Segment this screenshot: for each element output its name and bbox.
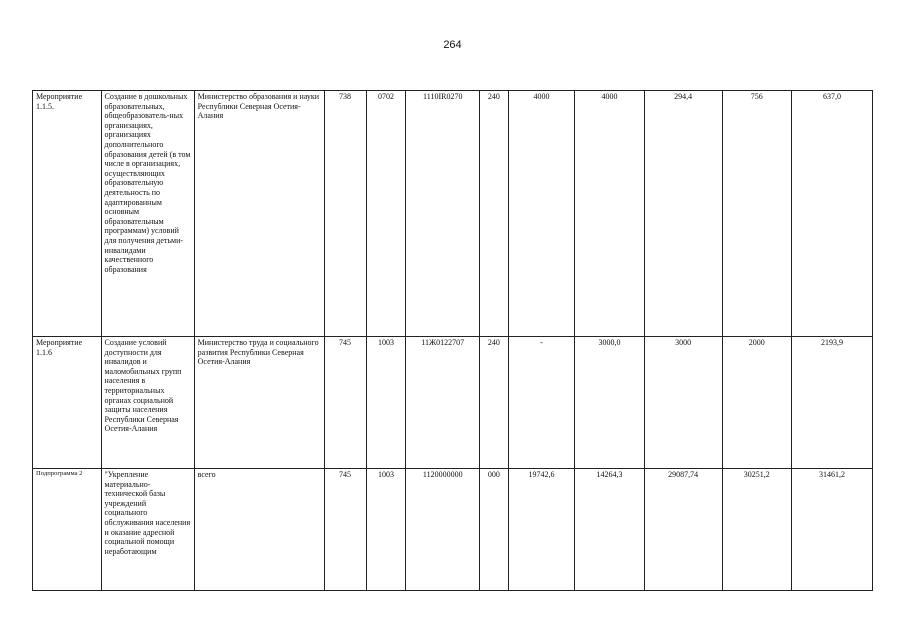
row-rzpr: 1003	[366, 469, 406, 591]
row-label: Мероприятие 1.1.5.	[33, 91, 102, 337]
row-value-2: 3000,0	[575, 337, 645, 469]
row-executor: Министерство труда и социального развития Республики Северная Осетия-Алания	[194, 337, 324, 469]
table-row	[33, 91, 873, 337]
table-row	[33, 337, 873, 469]
budget-table	[32, 90, 873, 591]
page-number: 264	[443, 39, 462, 51]
row-value-4: 2000	[722, 337, 792, 469]
row-csr: 1120000000	[406, 469, 480, 591]
row-grbs: 738	[324, 91, 366, 337]
table-row	[33, 469, 873, 591]
row-value-1: -	[508, 337, 575, 469]
row-name: "Укрепление материально-технической базы учреждений социального обслуживания населения и оказание адресной социальной помощи неработающим	[101, 469, 194, 591]
row-value-1: 19742,6	[508, 469, 575, 591]
row-grbs: 745	[324, 337, 366, 469]
row-csr: 11Ж0122707	[406, 337, 480, 469]
row-value-3: 3000	[644, 337, 722, 469]
row-rzpr: 1003	[366, 337, 406, 469]
row-value-2: 4000	[575, 91, 645, 337]
row-value-4: 756	[722, 91, 792, 337]
row-csr: 1110IR0270	[406, 91, 480, 337]
row-vr: 240	[480, 337, 509, 469]
row-executor: Министерство образования и науки Республики Северная Осетия-Алания	[194, 91, 324, 337]
row-value-5: 2193,9	[792, 337, 873, 469]
row-executor: всего	[194, 469, 324, 591]
row-value-5: 31461,2	[792, 469, 873, 591]
row-grbs: 745	[324, 469, 366, 591]
row-value-3: 29087,74	[644, 469, 722, 591]
row-vr: 240	[480, 91, 509, 337]
row-value-2: 14264,3	[575, 469, 645, 591]
row-value-1: 4000	[508, 91, 575, 337]
row-name: Создание условий доступности для инвалидов и маломобильных групп населения в территориальных органах социальной защиты населения Республики Северная Осетия-Алания	[101, 337, 194, 469]
row-value-3: 294,4	[644, 91, 722, 337]
row-rzpr: 0702	[366, 91, 406, 337]
row-value-5: 637,0	[792, 91, 873, 337]
row-value-4: 30251,2	[722, 469, 792, 591]
row-vr: 000	[480, 469, 509, 591]
row-label: Мероприятие 1.1.6	[33, 337, 102, 469]
row-label: Подпрограмма 2	[33, 469, 102, 591]
row-name: Создание в дошкольных образовательных, общеобразователь-ных организациях, организациях дополнительного образования детей (в том числе в организациях, осуществляющих образовательную деятельность по адаптированным основным образовательным программам) условий для получения детьми-инвалидами качественного образования	[101, 91, 194, 337]
